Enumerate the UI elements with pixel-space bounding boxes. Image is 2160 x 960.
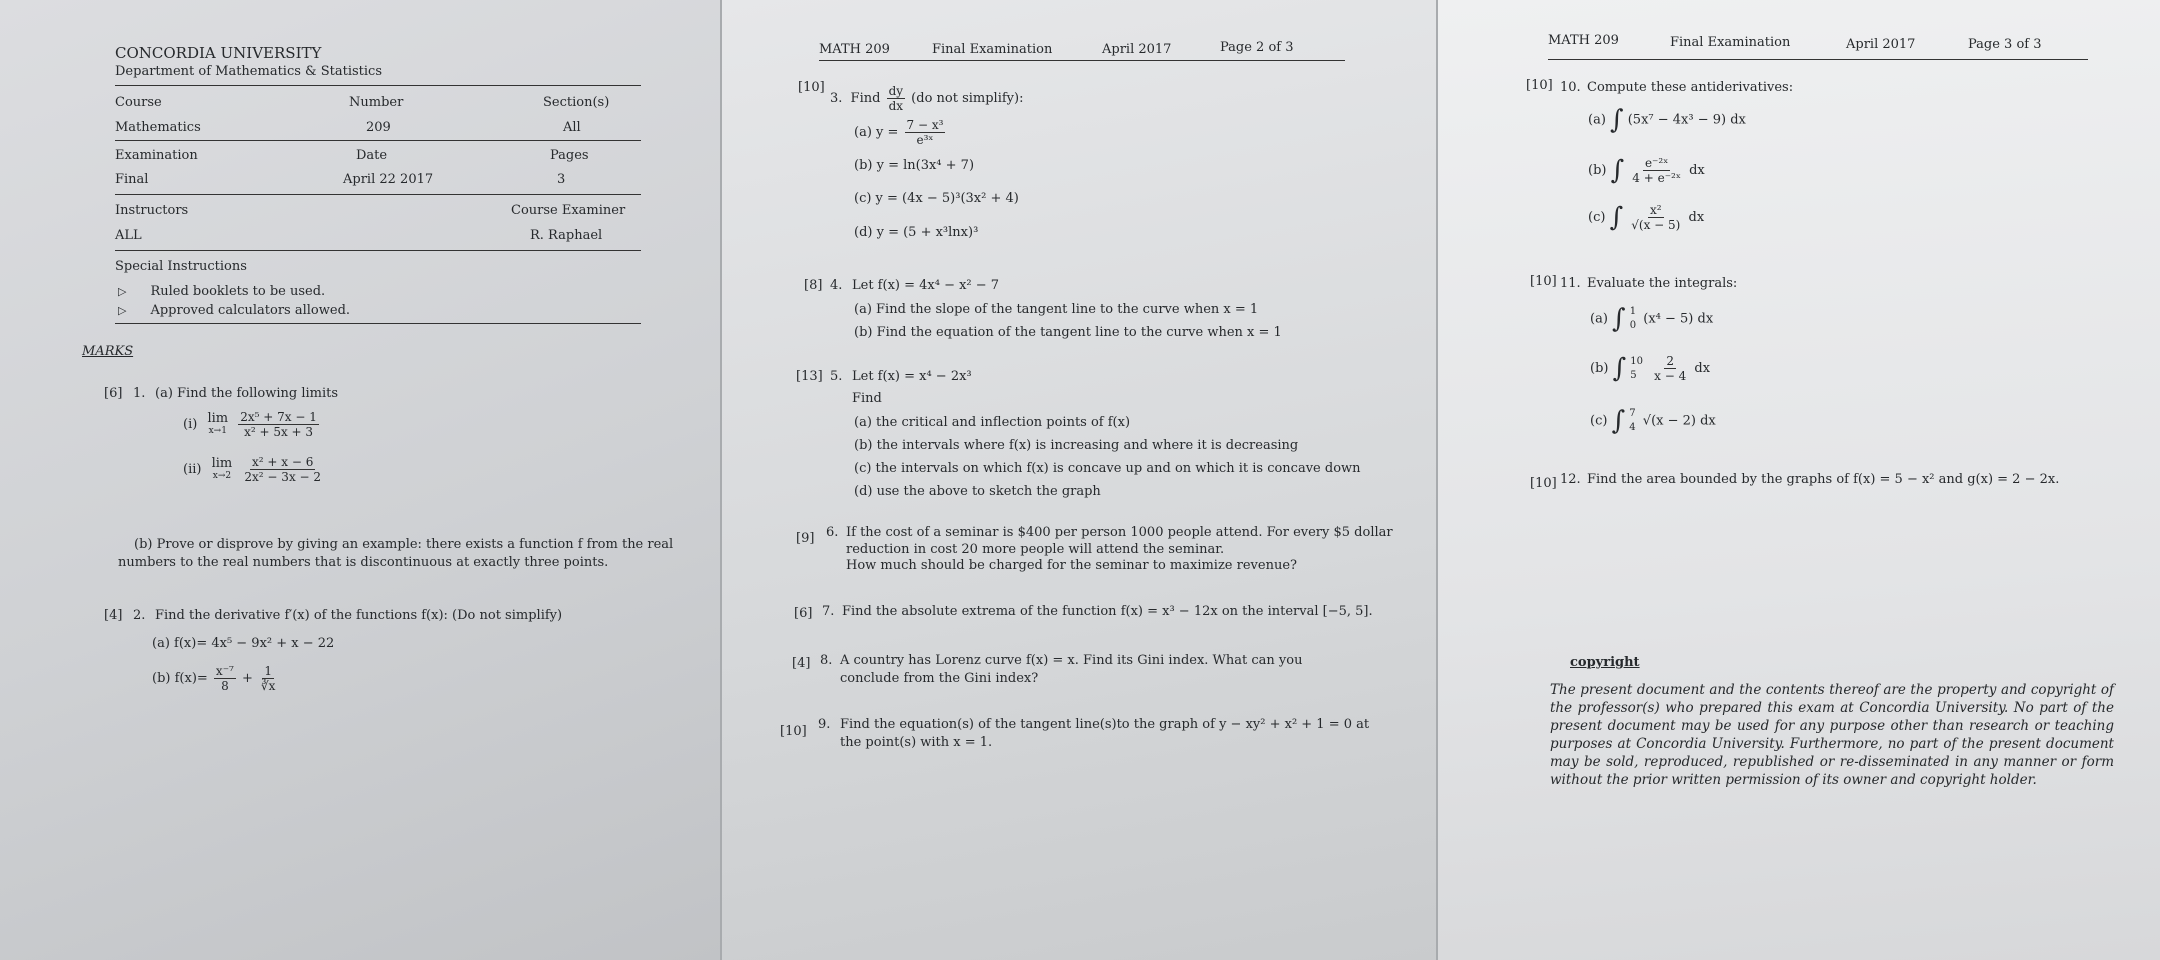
q6-line3: How much should be charged for the seminar to maximize revenue? bbox=[846, 558, 1297, 573]
q3-part-d: (d) y = (5 + x³lnx)³ bbox=[854, 225, 979, 240]
q4-part-b: (b) Find the equation of the tangent line to the curve when x = 1 bbox=[854, 325, 1282, 340]
table-header-examination: Examination bbox=[115, 148, 198, 163]
table-cell-instructors: ALL bbox=[115, 228, 142, 243]
exam-page-1 bbox=[0, 0, 722, 960]
table-header-pages: Pages bbox=[550, 148, 589, 163]
q9-line1: Find the equation(s) of the tangent line(s)to the graph of y − xy² + x² + 1 = 0 at bbox=[840, 717, 1370, 732]
q2-part-b: (b) f(x)= $\frac{\text{x⁻⁷}}{8}$ + $\frac{1}{∛x}$ bbox=[152, 664, 276, 693]
header-rule bbox=[819, 60, 1345, 61]
q6-mark: [9] bbox=[796, 531, 815, 546]
q11-number: 11. bbox=[1560, 276, 1581, 291]
table-cell-course: Mathematics bbox=[115, 120, 201, 135]
q5-find: Find bbox=[852, 391, 882, 406]
q11-part-b: (b) ∫ 10 5 $\frac{2}{x - 4}$ dx bbox=[1590, 353, 1711, 384]
q6-line1: If the cost of a seminar is $400 per person 1000 people attend. For every $5 dollar bbox=[846, 525, 1393, 540]
q8-mark: [4] bbox=[792, 656, 811, 671]
q7-number: 7. bbox=[822, 604, 835, 619]
q4-number: 4. bbox=[830, 278, 843, 293]
header-exam: Final Examination bbox=[1670, 35, 1791, 50]
table-header-instructors: Instructors bbox=[115, 203, 189, 218]
header-date: April 2017 bbox=[1846, 37, 1916, 52]
special-item: ▷ Ruled booklets to be used. bbox=[118, 284, 326, 299]
q10-mark: [10] bbox=[1526, 78, 1553, 93]
table-header-date: Date bbox=[356, 148, 388, 163]
q11-text: Evaluate the integrals: bbox=[1587, 276, 1738, 291]
q4-part-a: (a) Find the slope of the tangent line to the curve when x = 1 bbox=[854, 302, 1259, 317]
q5-number: 5. bbox=[830, 369, 843, 384]
table-cell-examiner: R. Raphael bbox=[530, 228, 603, 243]
q1-limit-ii: (ii) lim x→2 $\frac{\text{x² + x − 6}}{\text{2x² − 3x − 2}}$ bbox=[183, 455, 322, 484]
q5-part-c: (c) the intervals on which f(x) is concave up and on which it is concave down bbox=[854, 461, 1361, 476]
q6-number: 6. bbox=[826, 525, 839, 540]
table-cell-number: 209 bbox=[366, 120, 391, 135]
q5-mark: [13] bbox=[796, 369, 823, 384]
q5-text: Let f(x) = x⁴ − 2x³ bbox=[852, 369, 972, 384]
q3-mark: [10] bbox=[798, 80, 825, 95]
q3-part-b: (b) y = ln(3x⁴ + 7) bbox=[854, 158, 975, 173]
divider bbox=[115, 323, 641, 324]
copyright-title: copyright bbox=[1570, 655, 1640, 670]
q5-part-d: (d) use the above to sketch the graph bbox=[854, 484, 1101, 499]
q9-mark: [10] bbox=[780, 724, 807, 739]
department-name: Department of Mathematics & Statistics bbox=[115, 64, 383, 79]
table-cell-pages: 3 bbox=[557, 172, 566, 187]
header-course: MATH 209 bbox=[819, 42, 890, 57]
table-header-course: Course bbox=[115, 95, 162, 110]
q12-number: 12. bbox=[1560, 472, 1581, 487]
q4-text: Let f(x) = 4x⁴ − x² − 7 bbox=[852, 278, 1000, 293]
q2-text: Find the derivative f′(x) of the functions f(x): (Do not simplify) bbox=[155, 608, 563, 623]
header-page: Page 3 of 3 bbox=[1968, 37, 2042, 52]
q8-number: 8. bbox=[820, 653, 833, 668]
q11-part-c: (c) ∫ 7 4 √(x − 2) dx bbox=[1590, 406, 1716, 436]
q10-part-b: (b) ∫ $\frac{\text{e⁻²ˣ}}{\text{4 + e⁻²ˣ}}$ dx bbox=[1588, 155, 1705, 186]
q10-text: Compute these antiderivatives: bbox=[1587, 80, 1794, 95]
q1-mark: [6] bbox=[104, 386, 123, 401]
q2-mark: [4] bbox=[104, 608, 123, 623]
divider bbox=[115, 250, 641, 251]
q8-line1: A country has Lorenz curve f(x) = x. Find its Gini index. What can you bbox=[840, 653, 1303, 668]
exam-page-3 bbox=[1438, 0, 2160, 960]
q5-part-b: (b) the intervals where f(x) is increasing and where it is decreasing bbox=[854, 438, 1299, 453]
header-page: Page 2 of 3 bbox=[1220, 40, 1294, 55]
q3-part-a: (a) y = $\frac{\text{7 − x³}}{\text{e³ˣ}}$ bbox=[854, 118, 944, 147]
q11-mark: [10] bbox=[1530, 274, 1557, 289]
special-item: ▷ Approved calculators allowed. bbox=[118, 303, 351, 318]
table-cell-examination: Final bbox=[115, 172, 149, 187]
table-header-examiner: Course Examiner bbox=[511, 203, 626, 218]
table-cell-date: April 22 2017 bbox=[343, 172, 434, 187]
divider bbox=[115, 194, 641, 195]
q5-part-a: (a) the critical and inflection points of f(x) bbox=[854, 415, 1131, 430]
divider bbox=[115, 85, 641, 86]
q4-mark: [8] bbox=[804, 278, 823, 293]
marks-heading: MARKS bbox=[82, 344, 134, 359]
q9-number: 9. bbox=[818, 717, 831, 732]
q7-text: Find the absolute extrema of the function f(x) = x³ − 12x on the interval [−5, 5]. bbox=[842, 604, 1373, 619]
copyright-text: The present document and the contents thereof are the property and copyright of the professor(s) who prepared this exam at Concordia University. No part of the present document may be used for any purpose other than research or teaching purposes at Concordia University. Furthermore, no part of the present document may be sold, reproduced, republished or re-disseminated in any manner or form without the prior written permission of its owner and copyright holder. bbox=[1550, 682, 2114, 788]
q2-part-a: (a) f(x)= 4x⁵ − 9x² + x − 22 bbox=[152, 636, 335, 651]
header-course: MATH 209 bbox=[1548, 33, 1619, 48]
q3-part-c: (c) y = (4x − 5)³(3x² + 4) bbox=[854, 191, 1019, 206]
table-header-sections: Section(s) bbox=[543, 95, 610, 110]
header-rule bbox=[1548, 59, 2088, 60]
special-instructions-title: Special Instructions bbox=[115, 259, 247, 274]
q10-number: 10. bbox=[1560, 80, 1581, 95]
q1-number: 1. bbox=[133, 386, 146, 401]
header-date: April 2017 bbox=[1102, 42, 1172, 57]
table-header-number: Number bbox=[349, 95, 404, 110]
divider bbox=[115, 140, 641, 141]
exam-page-2 bbox=[722, 0, 1438, 960]
q10-part-c: (c) ∫ $\frac{\text{x²}}{√(x - 5)}$ dx bbox=[1588, 202, 1705, 233]
q1-limit-i: (i) lim x→1 $\frac{\text{2x⁵ + 7x − 1}}{\text{x² + 5x + 3}}$ bbox=[183, 410, 317, 439]
q10-part-a: (a) ∫ (5x⁷ − 4x³ − 9) dx bbox=[1588, 105, 1746, 135]
q12-text: Find the area bounded by the graphs of f(x) = 5 − x² and g(x) = 2 − 2x. bbox=[1587, 472, 2060, 487]
bullet-icon: ▷ bbox=[118, 304, 127, 317]
table-cell-sections: All bbox=[563, 120, 581, 135]
bullet-icon: ▷ bbox=[118, 285, 127, 298]
q12-mark: [10] bbox=[1530, 476, 1557, 491]
q1-part-b-line2: numbers to the real numbers that is discontinuous at exactly three points. bbox=[118, 555, 609, 570]
q7-mark: [6] bbox=[794, 606, 813, 621]
q1-text: (a) Find the following limits bbox=[155, 386, 339, 401]
q1-part-b-line1: (b) Prove or disprove by giving an example: there exists a function f from the real bbox=[134, 537, 674, 552]
q6-line2: reduction in cost 20 more people will attend the seminar. bbox=[846, 542, 1225, 557]
q9-line2: the point(s) with x = 1. bbox=[840, 735, 993, 750]
university-name: CONCORDIA UNIVERSITY bbox=[115, 44, 322, 62]
q11-part-a: (a) ∫ 1 0 (x⁴ − 5) dx bbox=[1590, 304, 1714, 334]
header-exam: Final Examination bbox=[932, 42, 1053, 57]
q2-number: 2. bbox=[133, 608, 146, 623]
q8-line2: conclude from the Gini index? bbox=[840, 671, 1039, 686]
q3-text: 3. Find $\frac{dy}{dx}$ (do not simplify): bbox=[830, 84, 1024, 113]
